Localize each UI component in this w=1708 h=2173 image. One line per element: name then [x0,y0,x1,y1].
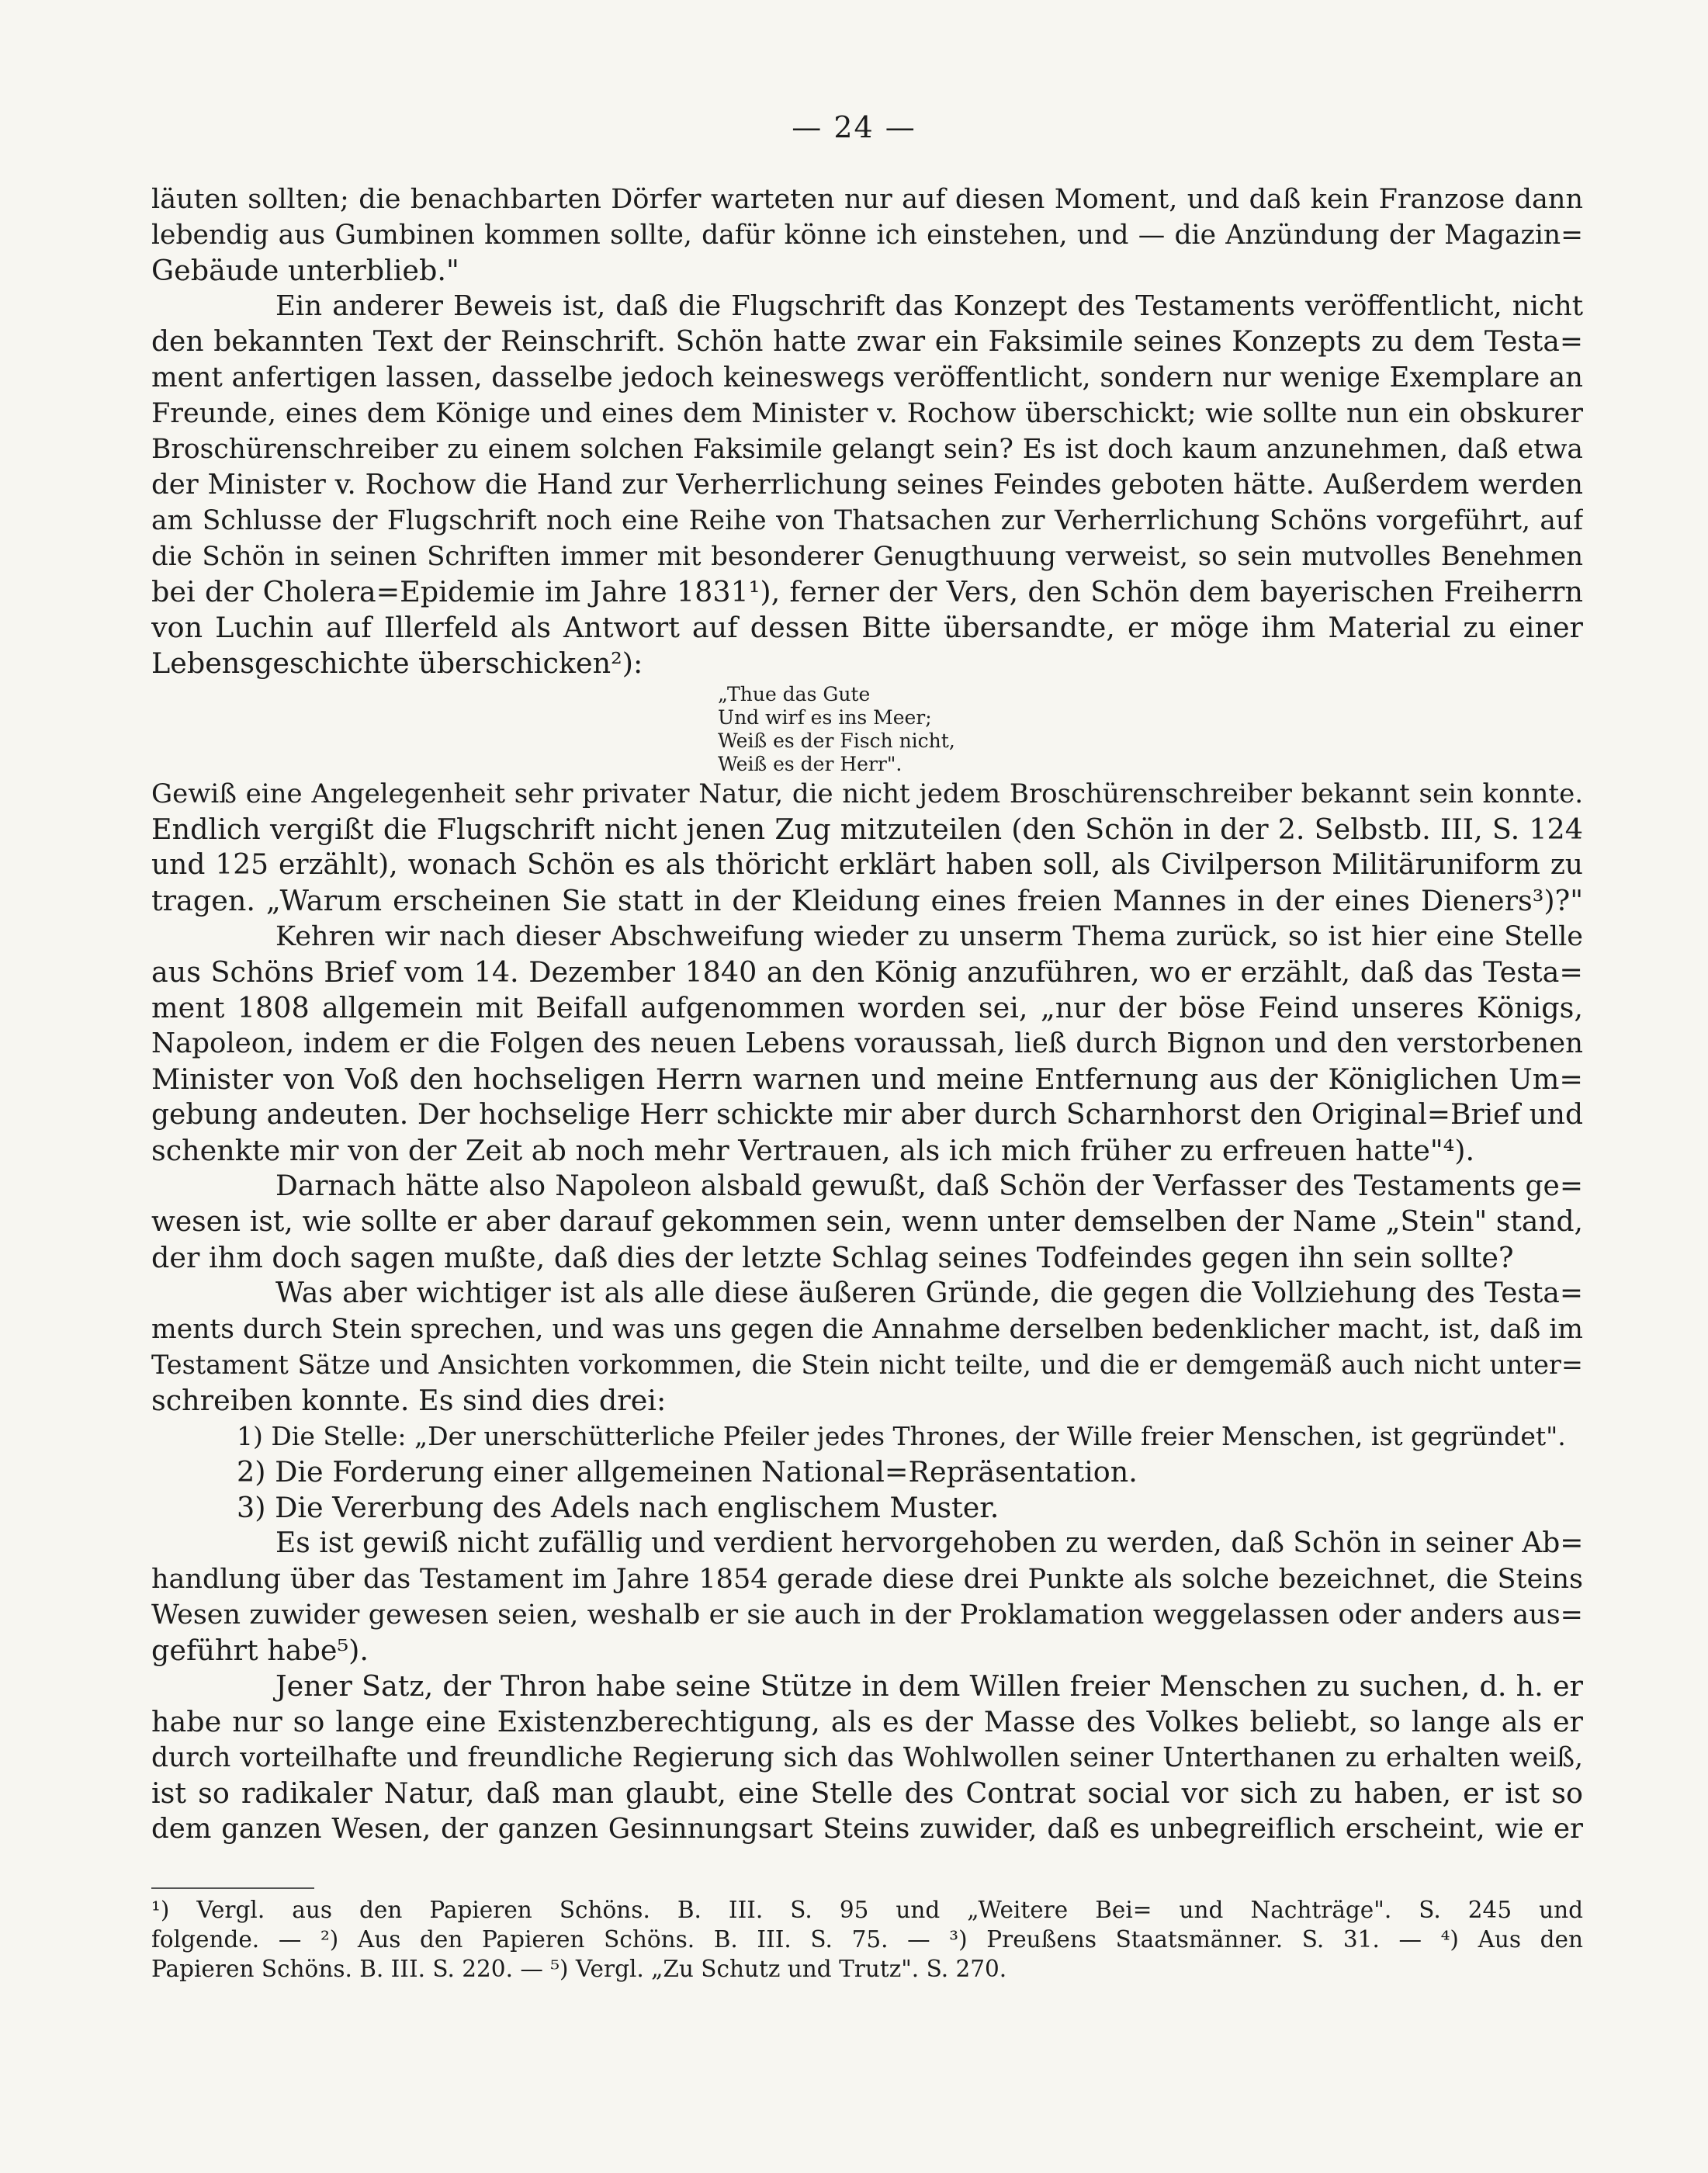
text-line: Darnach hätte also Napoleon alsbald gewußt, daß Schön der Verfasser des Testaments ge= [275,1170,1583,1202]
text-line: ment anfertigen lassen, dasselbe jedoch keineswegs veröffentlicht, sondern nur wenige Exemplare an [151,362,1583,393]
text-line: Minister von Voß den hochseligen Herrn warnen und meine Entfernung aus der Königlichen Um= [151,1062,1583,1096]
text-line: handlung über das Testament im Jahre 1854 gerade diese drei Punkte als solche bezeichnet, die Steins [151,1564,1583,1595]
footnote-line: Papieren Schöns. B. III. S. 220. — ⁵) Vergl. „Zu Schutz und Trutz". S. 270. [151,1956,1007,1982]
page-number: — 24 — [792,110,916,144]
text-line: am Schlusse der Flugschrift noch eine Reihe von Thatsachen zur Verherrlichung Schöns vorgeführt, auf [151,505,1583,536]
text-line: geführt habe⁵). [151,1634,369,1667]
verse-line: „Thue das Gute [718,683,871,705]
footnote-line: ¹) Vergl. aus den Papieren Schöns. B. III. S. 95 und „Weitere Bei= und Nachträge". S. 245 und [151,1897,1583,1923]
list-item: 2) Die Forderung einer allgemeinen National=Repräsentation. [237,1455,1138,1489]
text-line: Broschürenschreiber zu einem solchen Faksimile gelangt sein? Es ist doch kaum anzunehmen, daß etwa [151,434,1583,465]
footnotes [151,1895,1583,1984]
text-line: Was aber wichtiger ist als alle diese äußeren Gründe, die gegen die Vollziehung des Testa= [275,1277,1583,1309]
text-line: die Schön in seinen Schriften immer mit besonderer Genugthuung verweist, so sein mutvolles Benehmen [151,541,1583,572]
text-line: Kehren wir nach dieser Abschweifung wieder zu unserm Thema zurück, so ist hier eine Stelle [275,921,1583,952]
verse-quote [718,683,1121,776]
text-line: der ihm doch sagen mußte, daß dies der letzte Schlag seines Todfeindes gegen ihn sein sollte? [151,1241,1514,1274]
text-line: wesen ist, wie sollte er aber darauf gekommen sein, wenn unter demselben der Name „Stein" stand, [151,1206,1583,1238]
text-line: Gebäude unterblieb." [151,254,459,287]
text-line: bei der Cholera=Epidemie im Jahre 1831¹), ferner der Vers, den Schön dem bayerischen Freiherrn [151,575,1583,608]
text-line: Freunde, eines dem Könige und eines dem Minister v. Rochow überschickt; wie sollte nun ein obskurer [151,398,1583,429]
text-line: und 125 erzählt), wonach Schön es als thöricht erklärt haben soll, als Civilperson Militäruniform zu [151,849,1583,881]
list-item: 3) Die Vererbung des Adels nach englischem Muster. [237,1491,1000,1524]
text-line: von Luchin auf Illerfeld als Antwort auf dessen Bitte übersandte, er möge ihm Material zu einer [151,611,1583,644]
text-line: ist so radikaler Natur, daß man glaubt, eine Stelle des Contrat social vor sich zu haben, er ist so [151,1776,1583,1810]
text-line: Lebensgeschichte überschicken²): [151,646,643,680]
text-line: aus Schöns Brief vom 14. Dezember 1840 an den König anzuführen, wo er erzählt, daß das Testa= [151,955,1583,989]
text-line: läuten sollten; die benachbarten Dörfer warteten nur auf diesen Moment, und daß kein Franzose dann [151,184,1583,215]
footnote-line: folgende. — ²) Aus den Papieren Schöns. B. III. S. 75. — ³) Preußens Staatsmänner. S. 31. — ⁴) Aus den [151,1926,1583,1953]
list-item: 1) Die Stelle: „Der unerschütterliche Pfeiler jedes Thrones, der Wille freier Menschen, ist gegründet". [237,1421,1566,1451]
text-line: Jener Satz, der Thron habe seine Stütze in dem Willen freier Menschen zu suchen, d. h. er [275,1669,1583,1703]
verse-line: Weiß es der Herr". [718,753,903,775]
text-line: Napoleon, indem er die Folgen des neuen Lebens voraussah, ließ durch Bignon und den verstorbenen [151,1028,1583,1059]
text-line: schenkte mir von der Zeit ab noch mehr Vertrauen, als ich mich früher zu erfreuen hatte"⁴). [151,1134,1475,1167]
text-line: gebung andeuten. Der hochselige Herr schickte mir aber durch Scharnhorst den Original=Brief und [151,1099,1583,1131]
text-line: den bekannten Text der Reinschrift. Schön hatte zwar ein Faksimile seines Konzepts zu dem Testa= [151,326,1583,358]
verse-line: Weiß es der Fisch nicht, [718,730,955,752]
text-line: Gewiß eine Angelegenheit sehr privater Natur, die nicht jedem Broschürenschreiber bekannt sein konnte. [151,778,1583,809]
text-line: habe nur so lange eine Existenzberechtigung, als es der Masse des Volkes beliebt, so lange als er [151,1705,1583,1738]
text-line: schreiben konnte. Es sind dies drei: [151,1384,667,1417]
text-line: Testament Sätze und Ansichten vorkommen, die Stein nicht teilte, und die er demgemäß auch nicht unter= [151,1350,1583,1380]
text-line: durch vorteilhafte und freundliche Regierung sich das Wohlwollen seiner Unterthanen zu erhalten weiß, [151,1742,1583,1773]
text-line: Es ist gewiß nicht zufällig und verdient hervorgehoben zu werden, daß Schön in seiner Ab= [275,1527,1583,1559]
text-line: ment 1808 allgemein mit Beifall aufgenommen worden sei, „nur der böse Feind unseres Königs, [151,991,1583,1024]
text-line: Wesen zuwider gewesen seien, weshalb er sie auch in der Proklamation weggelassen oder anders aus= [151,1599,1583,1631]
text-line: Endlich vergißt die Flugschrift nicht jenen Zug mitzuteilen (den Schön in der 2. Selbstb. III, S. 124 [151,813,1583,846]
verse-line: Und wirf es ins Meer; [718,706,932,729]
text-line: ments durch Stein sprechen, und was uns gegen die Annahme derselben bedenklicher macht, ist, daß im [151,1314,1583,1345]
footnote-divider [151,1887,314,1889]
main-text [151,182,1583,1847]
text-line: dem ganzen Wesen, der ganzen Gesinnungsart Steins zuwider, daß es unbegreiflich erscheint, wie er [151,1813,1583,1845]
text-line: tragen. „Warum erscheinen Sie statt in der Kleidung eines freien Mannes in der eines Dieners³)?" [151,884,1583,917]
text-line: der Minister v. Rochow die Hand zur Verherrlichung seines Feindes geboten hätte. Außerdem werden [151,469,1583,501]
text-line: Ein anderer Beweis ist, daß die Flugschrift das Konzept des Testaments veröffentlicht, nicht [275,290,1583,322]
text-line: lebendig aus Gumbinen kommen sollte, dafür könne ich einstehen, und — die Anzündung der Magazin= [151,220,1583,251]
